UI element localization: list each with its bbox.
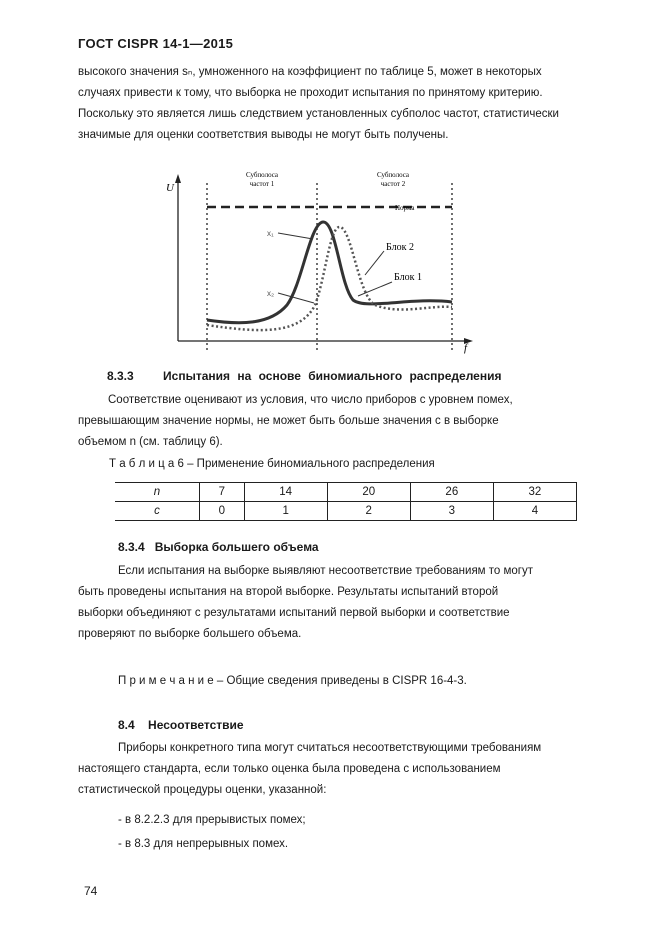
x-axis-label: f xyxy=(464,342,468,354)
subband-2-label-top: Субполоса xyxy=(376,171,410,179)
table-row xyxy=(115,483,577,502)
text-line: настоящего стандарта, если только оценка была проведена с использованием xyxy=(78,763,501,775)
section-title: Выборка большего объема xyxy=(154,540,319,554)
section-834-heading xyxy=(118,540,319,554)
table-cell: 20 xyxy=(327,483,410,502)
table-cell: 3 xyxy=(410,502,493,521)
section-834-paragraph xyxy=(78,561,615,645)
subband-1-label-top: Субполоса xyxy=(245,171,279,179)
y-axis-label: U xyxy=(166,182,174,194)
section-title: Испытания на основе биномиального распределения xyxy=(163,369,502,383)
text-line: значимые для оценки соответствия выводы не могут быть получены. xyxy=(78,129,449,141)
table-cell: 7 xyxy=(200,483,245,502)
x2-arrow xyxy=(278,293,314,303)
subband-2-label-bottom: частот 2 xyxy=(380,180,406,188)
section-number: 8.4 xyxy=(118,718,135,732)
table-cell: 14 xyxy=(244,483,327,502)
text-line: Приборы конкретного типа могут считаться несоответствующими требованиям xyxy=(118,742,542,754)
list-item: - в 8.2.2.3 для прерывистых помех; xyxy=(118,814,306,826)
note-text: Общие сведения приведены в CISPR 16-4-3. xyxy=(226,675,467,687)
subband-dividers xyxy=(207,183,452,353)
text-line: превышающим значение нормы, не может быть больше значения c в выборке xyxy=(78,415,499,427)
table-cell: 2 xyxy=(327,502,410,521)
row-label-n: n xyxy=(115,483,200,502)
table-cell: 32 xyxy=(493,483,576,502)
block-2-label: Блок 2 xyxy=(386,242,414,253)
table-cell: 1 xyxy=(244,502,327,521)
page-number: 74 xyxy=(84,884,98,898)
text-line: проверяют по выборке большего объема. xyxy=(78,628,302,640)
note xyxy=(118,675,467,687)
section-833-heading xyxy=(107,369,501,383)
x2-label: x₂ xyxy=(267,289,275,298)
text-line: высокого значения sₙ, умноженного на коэффициент по таблице 5, может в некоторых xyxy=(78,66,542,78)
text-line: быть проведены испытания на второй выборке. Результаты испытаний второй xyxy=(78,586,499,598)
x1-arrow xyxy=(278,233,313,239)
section-title: Несоответствие xyxy=(148,718,244,732)
block-1-arrow xyxy=(358,282,392,296)
intro-paragraph xyxy=(78,62,615,146)
interference-figure xyxy=(150,165,490,360)
document-header: ГОСТ CISPR 14-1—2015 xyxy=(78,36,234,51)
text-line: Соответствие оценивают из условия, что число приборов с уровнем помех, xyxy=(108,394,513,406)
table-caption-label: Т а б л и ц а xyxy=(109,458,175,470)
section-84-paragraph xyxy=(78,738,615,801)
text-line: объемом n (см. таблицу 6). xyxy=(78,436,223,448)
row-label-c: c xyxy=(115,502,200,521)
table-caption-text: 6 – Применение биномиального распределения xyxy=(177,458,435,470)
text-line: Если испытания на выборке выявляют несоответствие требованиям то могут xyxy=(118,565,534,577)
block-1-label: Блок 1 xyxy=(394,272,422,283)
table-cell: 4 xyxy=(493,502,576,521)
binomial-table xyxy=(115,482,577,521)
section-84-heading xyxy=(118,718,244,732)
text-line: случаях привести к тому, что выборка не проходит испытания по принятому критерию. xyxy=(78,87,543,99)
figure-axes xyxy=(175,174,473,344)
section-number: 8.3.4 xyxy=(118,540,145,554)
subband-1-label-bottom: частот 1 xyxy=(249,180,275,188)
x1-label: x₁ xyxy=(267,229,274,238)
section-833-paragraph xyxy=(78,390,615,453)
table-cell: 26 xyxy=(410,483,493,502)
nonconformity-list xyxy=(118,808,306,856)
block-2-arrow xyxy=(365,251,384,275)
note-label: П р и м е ч а н и е xyxy=(118,675,214,687)
table-cell: 0 xyxy=(200,502,245,521)
table-row xyxy=(115,502,577,521)
text-line: статистической процедуры оценки, указанной: xyxy=(78,784,327,796)
list-item: - в 8.3 для непрерывных помех. xyxy=(118,838,289,850)
text-line: выборки объединяют с результатами испытаний первой выборки и соответствие xyxy=(78,607,510,619)
table-6-caption xyxy=(109,458,435,470)
limit-label: Норма xyxy=(395,204,415,212)
note-dash: – xyxy=(213,675,227,687)
text-line: Поскольку это является лишь следствием установленных субполос частот, статистически xyxy=(78,108,559,120)
section-number: 8.3.3 xyxy=(107,369,134,383)
